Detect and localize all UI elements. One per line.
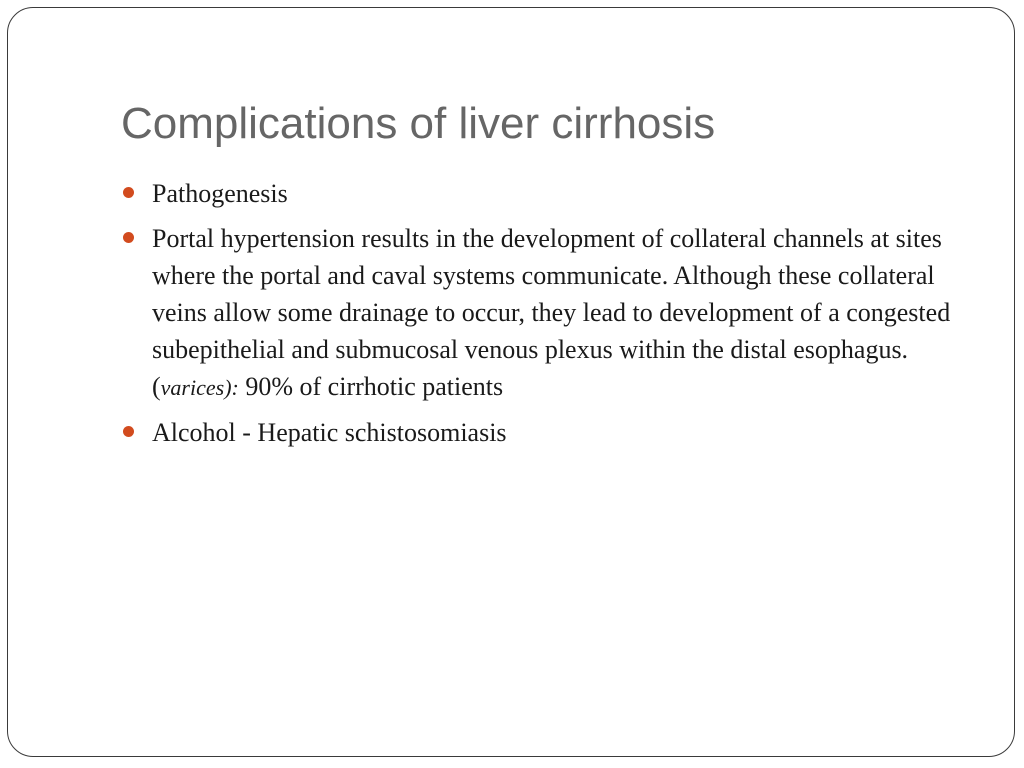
bullet-text: Pathogenesis [152, 179, 288, 208]
slide-title: Complications of liver cirrhosis [121, 99, 716, 148]
bullet-text: Alcohol - Hepatic schistosomiasis [152, 418, 507, 447]
bullet-dot-icon [123, 232, 134, 243]
bullet-text: Portal hypertension results in the development of collateral channels at sites where the portal and caval systems communicate. Although these collateral veins allow some drainage to occur, they lead to development of a congested subepithelial and submucosal venous plexus within the distal esophagus. ( [152, 224, 951, 401]
bullet-emphasis-varices: varices): [160, 375, 239, 400]
bullet-text-continued: 90% of cirrhotic patients [238, 372, 504, 401]
bullet-dot-icon [123, 426, 134, 437]
bullet-item-portal-hypertension [121, 220, 981, 406]
bullet-item-pathogenesis [121, 175, 981, 212]
bullet-dot-icon [123, 187, 134, 198]
bullet-item-alcohol [121, 414, 981, 451]
slide-frame [7, 7, 1015, 757]
bullet-list [121, 175, 981, 459]
